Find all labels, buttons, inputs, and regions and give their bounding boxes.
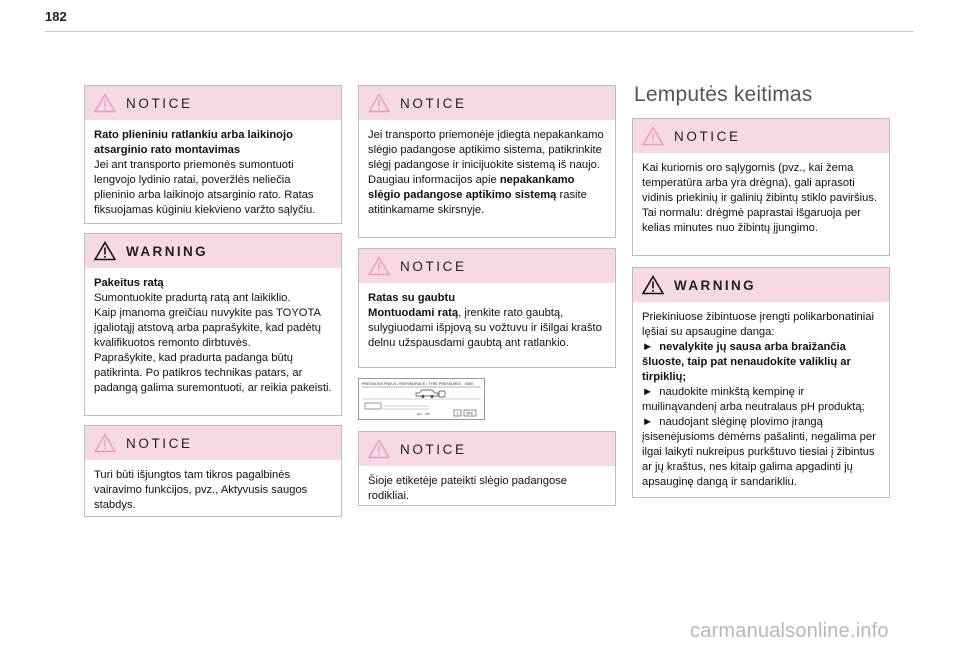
label-panel	[365, 403, 381, 409]
notice-title: NOTICE	[674, 128, 741, 144]
label-badge-a: 2	[456, 411, 459, 416]
warning-line-3: Paprašykite, kad pradurta padanga būtų patikrinta. Po patikros technikas patars, ar padangą galima suremontuoti, ar reikia pakeisti.	[94, 352, 332, 394]
notice-title: NOTICE	[400, 258, 467, 274]
notice-text: Jei ant transporto priemonės sumontuoti lengvojo lydinio ratai, poveržlės neliečia plieninio arba laikinojo atsarginio rato. Ratas fiksuojamas kūginiu kiekvieno varžto sąlyčiu.	[94, 159, 316, 216]
notice-heading: Rato plieniniu ratlankiu arba laikinojo atsarginio rato montavimas	[94, 129, 293, 156]
watermark: carmanualsonline.info	[690, 620, 889, 642]
warning-bullet-3	[642, 415, 880, 490]
notice-header	[85, 86, 341, 120]
notice-title: NOTICE	[126, 95, 193, 111]
label-unit-psi: PSI	[425, 412, 430, 416]
warning-triangle-icon	[642, 275, 664, 295]
warning-title: WARNING	[126, 243, 209, 259]
tyre-pressure-label-illustration	[359, 379, 484, 419]
notice-title: NOTICE	[400, 95, 467, 111]
page-number: 182	[45, 9, 67, 24]
notice-text-b: Daugiau informacijos apie	[368, 174, 500, 186]
notice-header	[85, 426, 341, 460]
notice-body	[359, 283, 615, 359]
car-silhouette-icon	[416, 390, 438, 398]
notice-header	[359, 86, 615, 120]
notice-title: NOTICE	[400, 441, 467, 457]
section-title: Lemputės keitimas	[634, 83, 813, 106]
notice-heading-1: Ratas su gaubtu	[368, 292, 456, 304]
warning-body	[85, 268, 341, 404]
notice-text: , įrenkite rato gaubtą, sulygiuodami išpjovą su vožtuvu ir išilgai krašto delnu užspausdami gaubtą ant ratlankio.	[368, 307, 602, 349]
notice-body	[85, 460, 341, 521]
warning-bullet-1-text: nevalykite jų sausa arba braižančia šluoste, taip pat nenaudokite valiklių ar tirpiklių;	[642, 341, 851, 383]
notice-text: Šioje etiketėje pateikti slėgio padangose rodikliai.	[368, 475, 568, 502]
notice-header	[633, 119, 889, 153]
tyre-icon	[439, 391, 445, 397]
notice-body	[633, 153, 889, 244]
label-right-header-text: SSEE	[465, 382, 474, 386]
label-badge-b: 2RS	[466, 411, 473, 416]
notice-text-c: rasite atitinkamame skirsnyje.	[368, 189, 587, 216]
bullet-arrow-icon: ►	[642, 341, 654, 353]
notice-triangle-icon	[94, 93, 116, 113]
notice-box-wheel-cover	[358, 248, 616, 368]
notice-triangle-icon	[368, 439, 390, 459]
warning-bullet-2	[642, 385, 880, 415]
warning-bullet-1	[642, 340, 880, 385]
notice-text-line	[368, 306, 606, 351]
warning-triangle-icon	[94, 241, 116, 261]
notice-box-driving-functions	[84, 425, 342, 517]
top-divider	[45, 31, 914, 32]
notice-triangle-icon	[368, 256, 390, 276]
label-header-text: PRESSIONS PNEUS / REIFENDRUCK / TYRE PRESSURES	[362, 382, 461, 386]
bullet-arrow-icon: ►	[642, 416, 654, 428]
bullet-arrow-icon: ►	[642, 386, 654, 398]
notice-bold-b: nepakankamo slėgio padangose aptikimo sistemą	[368, 174, 575, 201]
notice-triangle-icon	[94, 433, 116, 453]
warning-body	[633, 302, 889, 498]
warning-line-2: Kaip įmanoma greičiau nuvykite pas TOYOTA įgaliotąjį atstovą arba paprašykite, kad padėtų kvalifikuotos remonto dirbtuvės.	[94, 307, 322, 349]
notice-triangle-icon	[642, 126, 664, 146]
label-unit-kpa: kpa	[417, 412, 422, 416]
notice-box-label-info	[358, 431, 616, 506]
notice-title: NOTICE	[126, 435, 193, 451]
notice-box-alloy-wheels	[84, 85, 342, 224]
notice-text-a: Jei transporto priemonėje įdiegta nepakankamo slėgio padangose aptikimo sistema, patikrinkite slėgį padangose ir inicijuokite sistemą iš naujo.	[368, 129, 604, 171]
notice-triangle-icon	[368, 93, 390, 113]
warning-bullet-3-text: naudojant slėginę plovimo įrangą įsisenėjusioms dėmėms pašalinti, negalima per ilgai laikyti nukreipus purkštuvo tiesiai į žibintus ar jų kraštus, nes kitaip galima apgadinti jų apsauginę dangą ir sandarikliu.	[642, 416, 876, 488]
notice-box-condensation	[632, 118, 890, 256]
notice-box-tyre-pressure-system	[358, 85, 616, 238]
warning-bullet-2-text: naudokite minkštą kempinę ir muilinąvandenį arba neutralaus pH produktą;	[642, 386, 865, 413]
warning-header	[633, 268, 889, 302]
warning-header	[85, 234, 341, 268]
notice-text: Turi būti išjungtos tam tikros pagalbinės vairavimo funkcijos, pvz., Aktyvusis saugos stabdys.	[94, 469, 308, 511]
notice-header	[359, 249, 615, 283]
warning-title: WARNING	[674, 277, 757, 293]
notice-body	[359, 466, 615, 512]
notice-header	[359, 432, 615, 466]
warning-box-changed-wheel	[84, 233, 342, 416]
warning-box-polycarbonate-lenses	[632, 267, 890, 498]
warning-heading: Pakeitus ratą	[94, 277, 164, 289]
notice-heading-2: Montuodami ratą	[368, 307, 459, 319]
tyre-pressure-label-figure	[358, 378, 485, 420]
notice-body	[359, 120, 615, 226]
notice-text-b-line	[368, 173, 606, 218]
warning-line-1: Sumontuokite pradurtą ratą ant laikiklio.	[94, 292, 291, 304]
notice-text: Kai kuriomis oro sąlygomis (pvz., kai žema temperatūra arba yra drėgna), gali aprasoti vidinis priekinių ir galinių žibintų stiklo paviršius. Tai normalu: drėgmė paprastai išgaruoja per kelias minutes nuo žibintų įjungimo.	[642, 162, 878, 234]
notice-body	[85, 120, 341, 226]
warning-text-a: Priekiniuose žibintuose įrengti polikarbonatiniai lęšiai su apsaugine danga:	[642, 311, 874, 338]
